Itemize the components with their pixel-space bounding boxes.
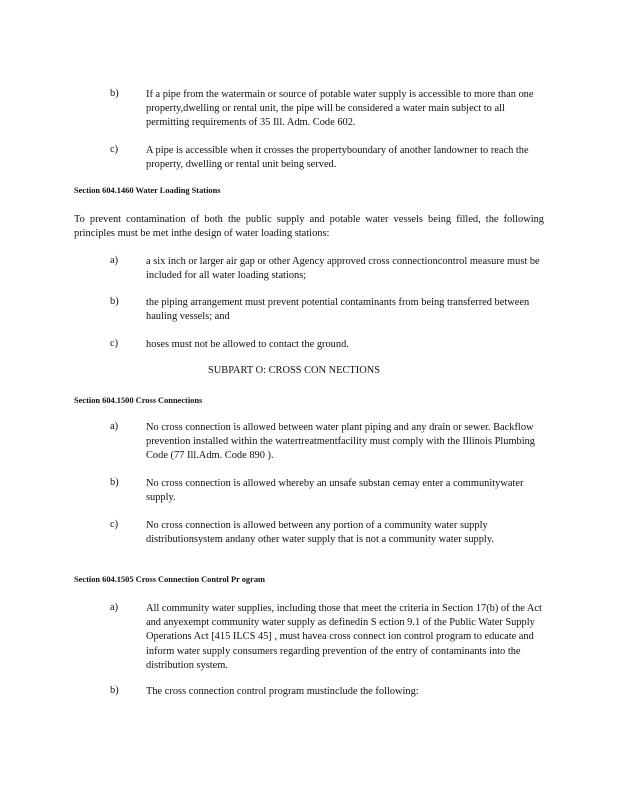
subpart-heading: SUBPART O: CROSS CON NECTIONS bbox=[208, 365, 381, 376]
item-label: a) bbox=[110, 602, 119, 613]
item-text: If a pipe from the watermain or source of potable water supply is accessible to more than one property,dwelling or rental unit, the pipe will be considered a water main subject to all permitting requirements of 35 Ill. Adm. Code 602. bbox=[146, 89, 534, 129]
item-text: No cross connection is allowed between any portion of a community water supply distributionsystem andany other water supply that is not a community water supply. bbox=[146, 520, 494, 546]
item-text: The cross connection control program mustinclude the following: bbox=[146, 686, 419, 697]
item-label: a) bbox=[110, 421, 119, 432]
item-text: a six inch or larger air gap or other Agency approved cross connectioncontrol measure must be included for all water loading stations; bbox=[146, 256, 540, 282]
item-label: b) bbox=[110, 477, 119, 488]
item-label: b) bbox=[110, 685, 119, 696]
item-label: b) bbox=[110, 88, 119, 99]
item-label: c) bbox=[110, 144, 119, 155]
intro-paragraph: To prevent contamination of both the public supply and potable water vessels being filled, the following principles must be met inthe design of water loading stations: bbox=[74, 214, 544, 240]
section-heading-1500: Section 604.1500 Cross Connections bbox=[74, 396, 203, 405]
section-heading-1505: Section 604.1505 Cross Connection Control Pr ogram bbox=[74, 575, 265, 584]
item-label: a) bbox=[110, 255, 119, 266]
item-label: c) bbox=[110, 338, 119, 349]
item-label: c) bbox=[110, 519, 119, 530]
item-text: No cross connection is allowed whereby an unsafe substan cemay enter a communitywater supply. bbox=[146, 478, 524, 504]
item-text: hoses must not be allowed to contact the ground. bbox=[146, 339, 349, 350]
item-text: All community water supplies, including those that meet the criteria in Section 17(b) of the Act and anyexempt community water supply as definedin S ection 9.1 of the Public Water Supply Operations Act [415 ILCS 45] , must havea cross connect ion control program to educate and inform water supply consumers regarding prevention of the entry of contaminants into the distribution system. bbox=[146, 603, 542, 671]
item-text: No cross connection is allowed between water plant piping and any drain or sewer. Backflow prevention installed within the watertreatmentfacility must comply with the Illinois Plumbing Code (77 Ill.Adm. Code 890 ). bbox=[146, 422, 535, 462]
item-label: b) bbox=[110, 296, 119, 307]
section-heading-1460: Section 604.1460 Water Loading Stations bbox=[74, 186, 221, 195]
item-text: the piping arrangement must prevent potential contaminants from being transferred between hauling vessels; and bbox=[146, 297, 530, 323]
item-text: A pipe is accessible when it crosses the propertyboundary of another landowner to reach the property, dwelling or rental unit being served. bbox=[146, 145, 529, 171]
